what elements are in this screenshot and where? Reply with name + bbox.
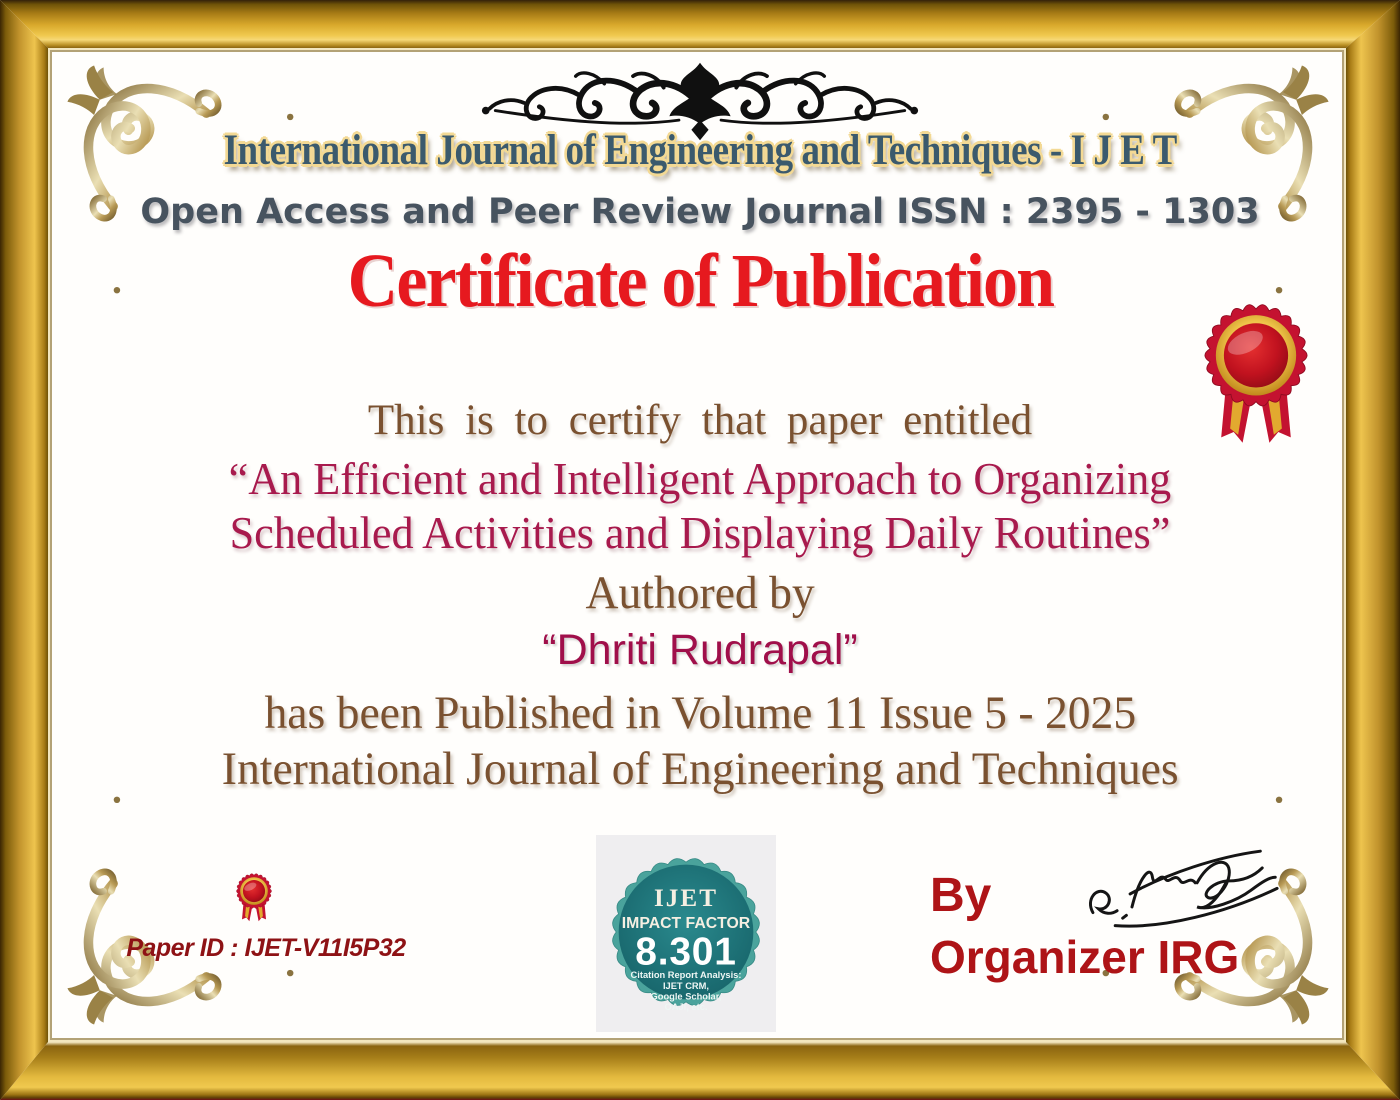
gold-frame-top xyxy=(0,0,1400,48)
rosette-medal-icon xyxy=(234,872,274,926)
journal-title: International Journal of Engineering and Techniques - I J E T xyxy=(223,127,1177,174)
signature-scribble-icon xyxy=(1078,840,1292,942)
journal-name-line: International Journal of Engineering and Techniques xyxy=(221,743,1179,795)
paper-title-line-2: Scheduled Activities and Displaying Daily Routines” xyxy=(229,507,1171,558)
organizer-name: Organizer IRG xyxy=(930,931,1240,983)
by-label: By xyxy=(930,869,992,922)
authored-by-label: Authored by xyxy=(585,567,815,619)
issn-line: Open Access and Peer Review Journal ISSN : 2395 - 1303 xyxy=(140,192,1260,232)
author-name: “Dhriti Rudrapal” xyxy=(542,626,858,674)
certificate-title: Certificate of Publication xyxy=(347,239,1053,323)
impact-factor-badge-seal xyxy=(600,846,772,1021)
badge-label: IMPACT FACTOR xyxy=(621,914,751,932)
badge-analysis-line: OAJI, etc. xyxy=(664,1001,708,1012)
published-line: has been Published in Volume 11 Issue 5 - 2025 xyxy=(264,687,1136,739)
badge-analysis-line: Citation Report Analysis: xyxy=(630,970,742,981)
gold-frame-bottom xyxy=(0,1042,1400,1100)
badge-analysis-line: IJET CRM, xyxy=(662,980,710,991)
badge-org: IJET xyxy=(654,884,718,912)
badge-value: 8.301 xyxy=(635,930,737,974)
impact-factor-badge xyxy=(596,835,776,1032)
badge-analysis-line: Google Scholar, xyxy=(650,991,722,1002)
intro-line: This is to certify that paper entitled xyxy=(367,397,1033,444)
paper-id-label: Paper ID : IJET-V11I5P32 xyxy=(126,934,406,962)
paper-title-line-1: “An Efficient and Intelligent Approach to Organizing xyxy=(228,453,1172,504)
